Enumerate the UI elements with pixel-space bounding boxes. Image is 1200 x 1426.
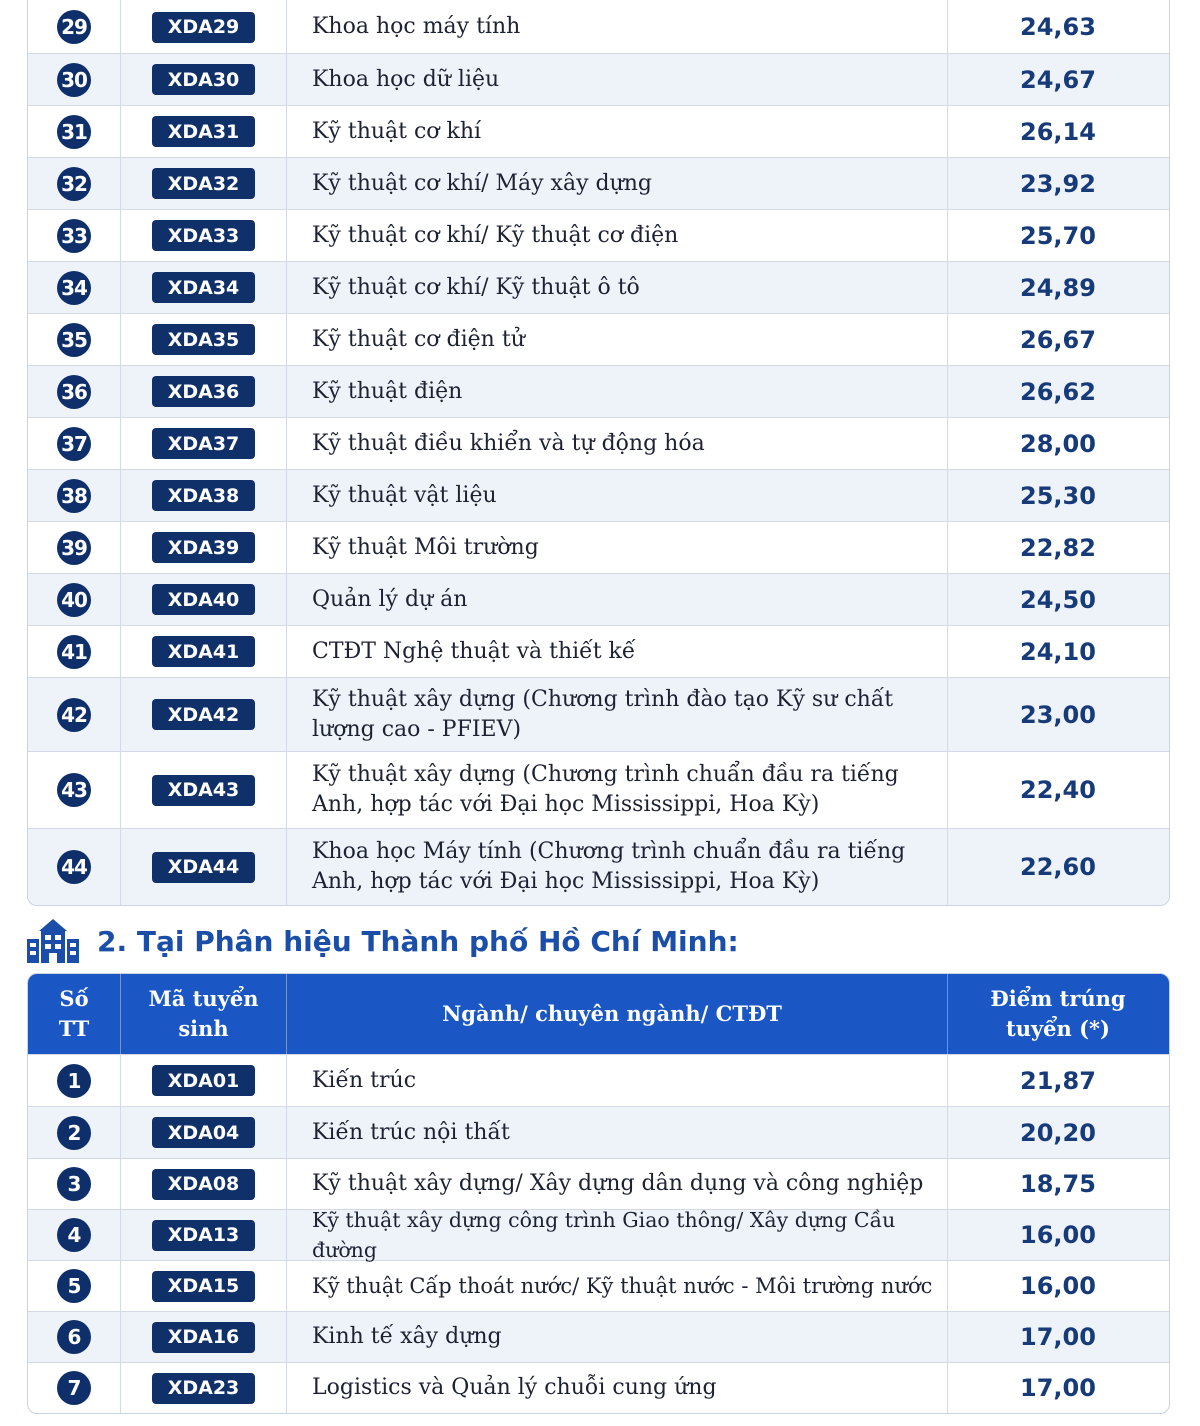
program-name: CTĐT Nghệ thuật và thiết kế — [287, 626, 948, 677]
admission-code-badge: XDA42 — [152, 699, 255, 730]
row-number: 33 — [57, 219, 91, 253]
row-number: 41 — [57, 635, 91, 669]
row-number: 7 — [57, 1371, 91, 1405]
admission-code-badge: XDA40 — [152, 584, 255, 615]
program-name: Kỹ thuật Cấp thoát nước/ Kỹ thuật nước - Môi trường nước — [287, 1261, 948, 1311]
section-title: 2. Tại Phân hiệu Thành phố Hồ Chí Minh: — [97, 924, 739, 958]
admission-code-badge: XDA36 — [152, 376, 255, 407]
admission-score: 24,10 — [1020, 637, 1096, 666]
program-name: Kiến trúc nội thất — [287, 1107, 948, 1158]
table-row — [28, 1054, 1169, 1106]
admission-score: 25,70 — [1020, 221, 1096, 250]
admission-code-badge: XDA38 — [152, 480, 255, 511]
table-row — [28, 521, 1169, 573]
program-name: Kỹ thuật cơ khí/ Máy xây dựng — [287, 158, 948, 209]
admission-score: 24,63 — [1020, 13, 1096, 41]
row-number: 37 — [57, 427, 91, 461]
admission-score: 17,00 — [1020, 1323, 1096, 1351]
building-icon — [27, 919, 79, 963]
row-number: 32 — [57, 167, 91, 201]
admission-code-badge: XDA41 — [152, 636, 255, 667]
table-header — [28, 974, 1169, 1054]
table-row — [28, 677, 1169, 751]
admission-score: 21,87 — [1020, 1066, 1096, 1095]
table-row — [28, 313, 1169, 365]
row-number: 2 — [57, 1116, 91, 1150]
admission-code-badge: XDA29 — [152, 12, 255, 43]
admission-code-badge: XDA43 — [152, 775, 255, 806]
program-name: Khoa học dữ liệu — [287, 54, 948, 105]
program-name: Kỹ thuật cơ khí/ Kỹ thuật cơ điện — [287, 210, 948, 261]
table-row — [28, 828, 1169, 905]
admission-score: 23,92 — [1020, 169, 1096, 198]
admission-code-badge: XDA04 — [152, 1117, 255, 1148]
program-name: Kiến trúc — [287, 1055, 948, 1106]
header-program: Ngành/ chuyên ngành/ CTĐT — [287, 974, 948, 1054]
admission-code-badge: XDA39 — [152, 532, 255, 563]
admission-score: 20,20 — [1020, 1118, 1096, 1147]
section-heading — [27, 915, 739, 967]
admission-code-badge: XDA35 — [152, 324, 255, 355]
program-name: Kỹ thuật điện — [287, 366, 948, 417]
row-number: 4 — [57, 1218, 91, 1252]
admission-code-badge: XDA37 — [152, 428, 255, 459]
program-name: Kinh tế xây dựng — [287, 1312, 948, 1362]
program-name: Quản lý dự án — [287, 574, 948, 625]
program-name: Kỹ thuật cơ điện tử — [287, 314, 948, 365]
program-name: Kỹ thuật xây dựng (Chương trình chuẩn đầu ra tiếng Anh, hợp tác với Đại học Mississippi, Hoa Kỳ) — [287, 752, 948, 828]
row-number: 40 — [57, 583, 91, 617]
admission-table-hcmc — [27, 973, 1170, 1414]
row-number: 6 — [57, 1320, 91, 1354]
table-row — [28, 1209, 1169, 1260]
admission-score: 26,14 — [1020, 117, 1096, 146]
admission-code-badge: XDA16 — [152, 1322, 255, 1353]
admission-score: 28,00 — [1020, 429, 1096, 458]
header-score: Điểm trúng tuyển (*) — [990, 986, 1126, 1041]
admission-code-badge: XDA32 — [152, 168, 255, 199]
header-no: Số TT — [28, 974, 121, 1054]
row-number: 3 — [57, 1167, 91, 1201]
table-row — [28, 1158, 1169, 1209]
admission-score: 24,67 — [1020, 65, 1096, 94]
admission-code-badge: XDA34 — [152, 272, 255, 303]
program-name: Kỹ thuật cơ khí — [287, 106, 948, 157]
admission-code-badge: XDA01 — [152, 1065, 255, 1096]
table-row — [28, 1106, 1169, 1158]
program-name: Khoa học máy tính — [287, 0, 948, 53]
admission-score: 24,89 — [1020, 273, 1096, 302]
table-row — [28, 625, 1169, 677]
admission-code-badge: XDA15 — [152, 1271, 255, 1302]
row-number: 29 — [57, 10, 91, 44]
program-name: Kỹ thuật xây dựng công trình Giao thông/ Xây dựng Cầu đường — [287, 1210, 948, 1260]
admission-code-badge: XDA30 — [152, 64, 255, 95]
header-code: Mã tuyển sinh — [121, 974, 287, 1054]
table-row — [28, 417, 1169, 469]
row-number: 5 — [57, 1269, 91, 1303]
program-name: Kỹ thuật điều khiển và tự động hóa — [287, 418, 948, 469]
row-number: 39 — [57, 531, 91, 565]
row-number: 42 — [57, 698, 91, 732]
program-name: Khoa học Máy tính (Chương trình chuẩn đầu ra tiếng Anh, hợp tác với Đại học Mississippi, Hoa Kỳ) — [287, 829, 948, 905]
row-number: 35 — [57, 323, 91, 357]
program-name: Kỹ thuật vật liệu — [287, 470, 948, 521]
admission-code-badge: XDA08 — [152, 1169, 255, 1200]
admission-code-badge: XDA23 — [152, 1373, 255, 1404]
table-row — [28, 573, 1169, 625]
row-number: 1 — [57, 1064, 91, 1098]
program-name: Kỹ thuật Môi trường — [287, 522, 948, 573]
program-name: Kỹ thuật cơ khí/ Kỹ thuật ô tô — [287, 262, 948, 313]
admission-score: 22,60 — [1020, 853, 1096, 881]
program-name: Kỹ thuật xây dựng/ Xây dựng dân dụng và công nghiệp — [287, 1159, 948, 1209]
table-row — [28, 209, 1169, 261]
admission-score: 22,40 — [1020, 776, 1096, 804]
table-row — [28, 261, 1169, 313]
admission-score: 16,00 — [1020, 1221, 1096, 1249]
table-row — [28, 157, 1169, 209]
admission-code-badge: XDA13 — [152, 1220, 255, 1251]
program-name: Logistics và Quản lý chuỗi cung ứng — [287, 1363, 948, 1413]
row-number: 43 — [57, 773, 91, 807]
admission-score: 23,00 — [1020, 700, 1096, 729]
table-row — [28, 1362, 1169, 1413]
admission-score: 25,30 — [1020, 481, 1096, 510]
admission-score: 26,62 — [1020, 377, 1096, 406]
admission-code-badge: XDA31 — [152, 116, 255, 147]
admission-score: 22,82 — [1020, 533, 1096, 562]
table-row — [28, 751, 1169, 828]
admission-code-badge: XDA44 — [152, 852, 255, 883]
table-row — [28, 53, 1169, 105]
admission-score: 18,75 — [1020, 1170, 1096, 1198]
row-number: 44 — [57, 850, 91, 884]
admission-code-badge: XDA33 — [152, 220, 255, 251]
row-number: 34 — [57, 271, 91, 305]
program-name: Kỹ thuật xây dựng (Chương trình đào tạo Kỹ sư chất lượng cao - PFIEV) — [287, 678, 948, 751]
row-number: 30 — [57, 63, 91, 97]
row-number: 36 — [57, 375, 91, 409]
admission-score: 17,00 — [1020, 1374, 1096, 1402]
table-row — [28, 0, 1169, 53]
admission-score: 26,67 — [1020, 325, 1096, 354]
admission-score: 16,00 — [1020, 1272, 1096, 1300]
row-number: 38 — [57, 479, 91, 513]
table-row — [28, 469, 1169, 521]
table-row — [28, 1311, 1169, 1362]
table-row — [28, 1260, 1169, 1311]
table-row — [28, 365, 1169, 417]
row-number: 31 — [57, 115, 91, 149]
table-row — [28, 105, 1169, 157]
admission-score: 24,50 — [1020, 585, 1096, 614]
admission-table-hanoi — [27, 0, 1170, 906]
